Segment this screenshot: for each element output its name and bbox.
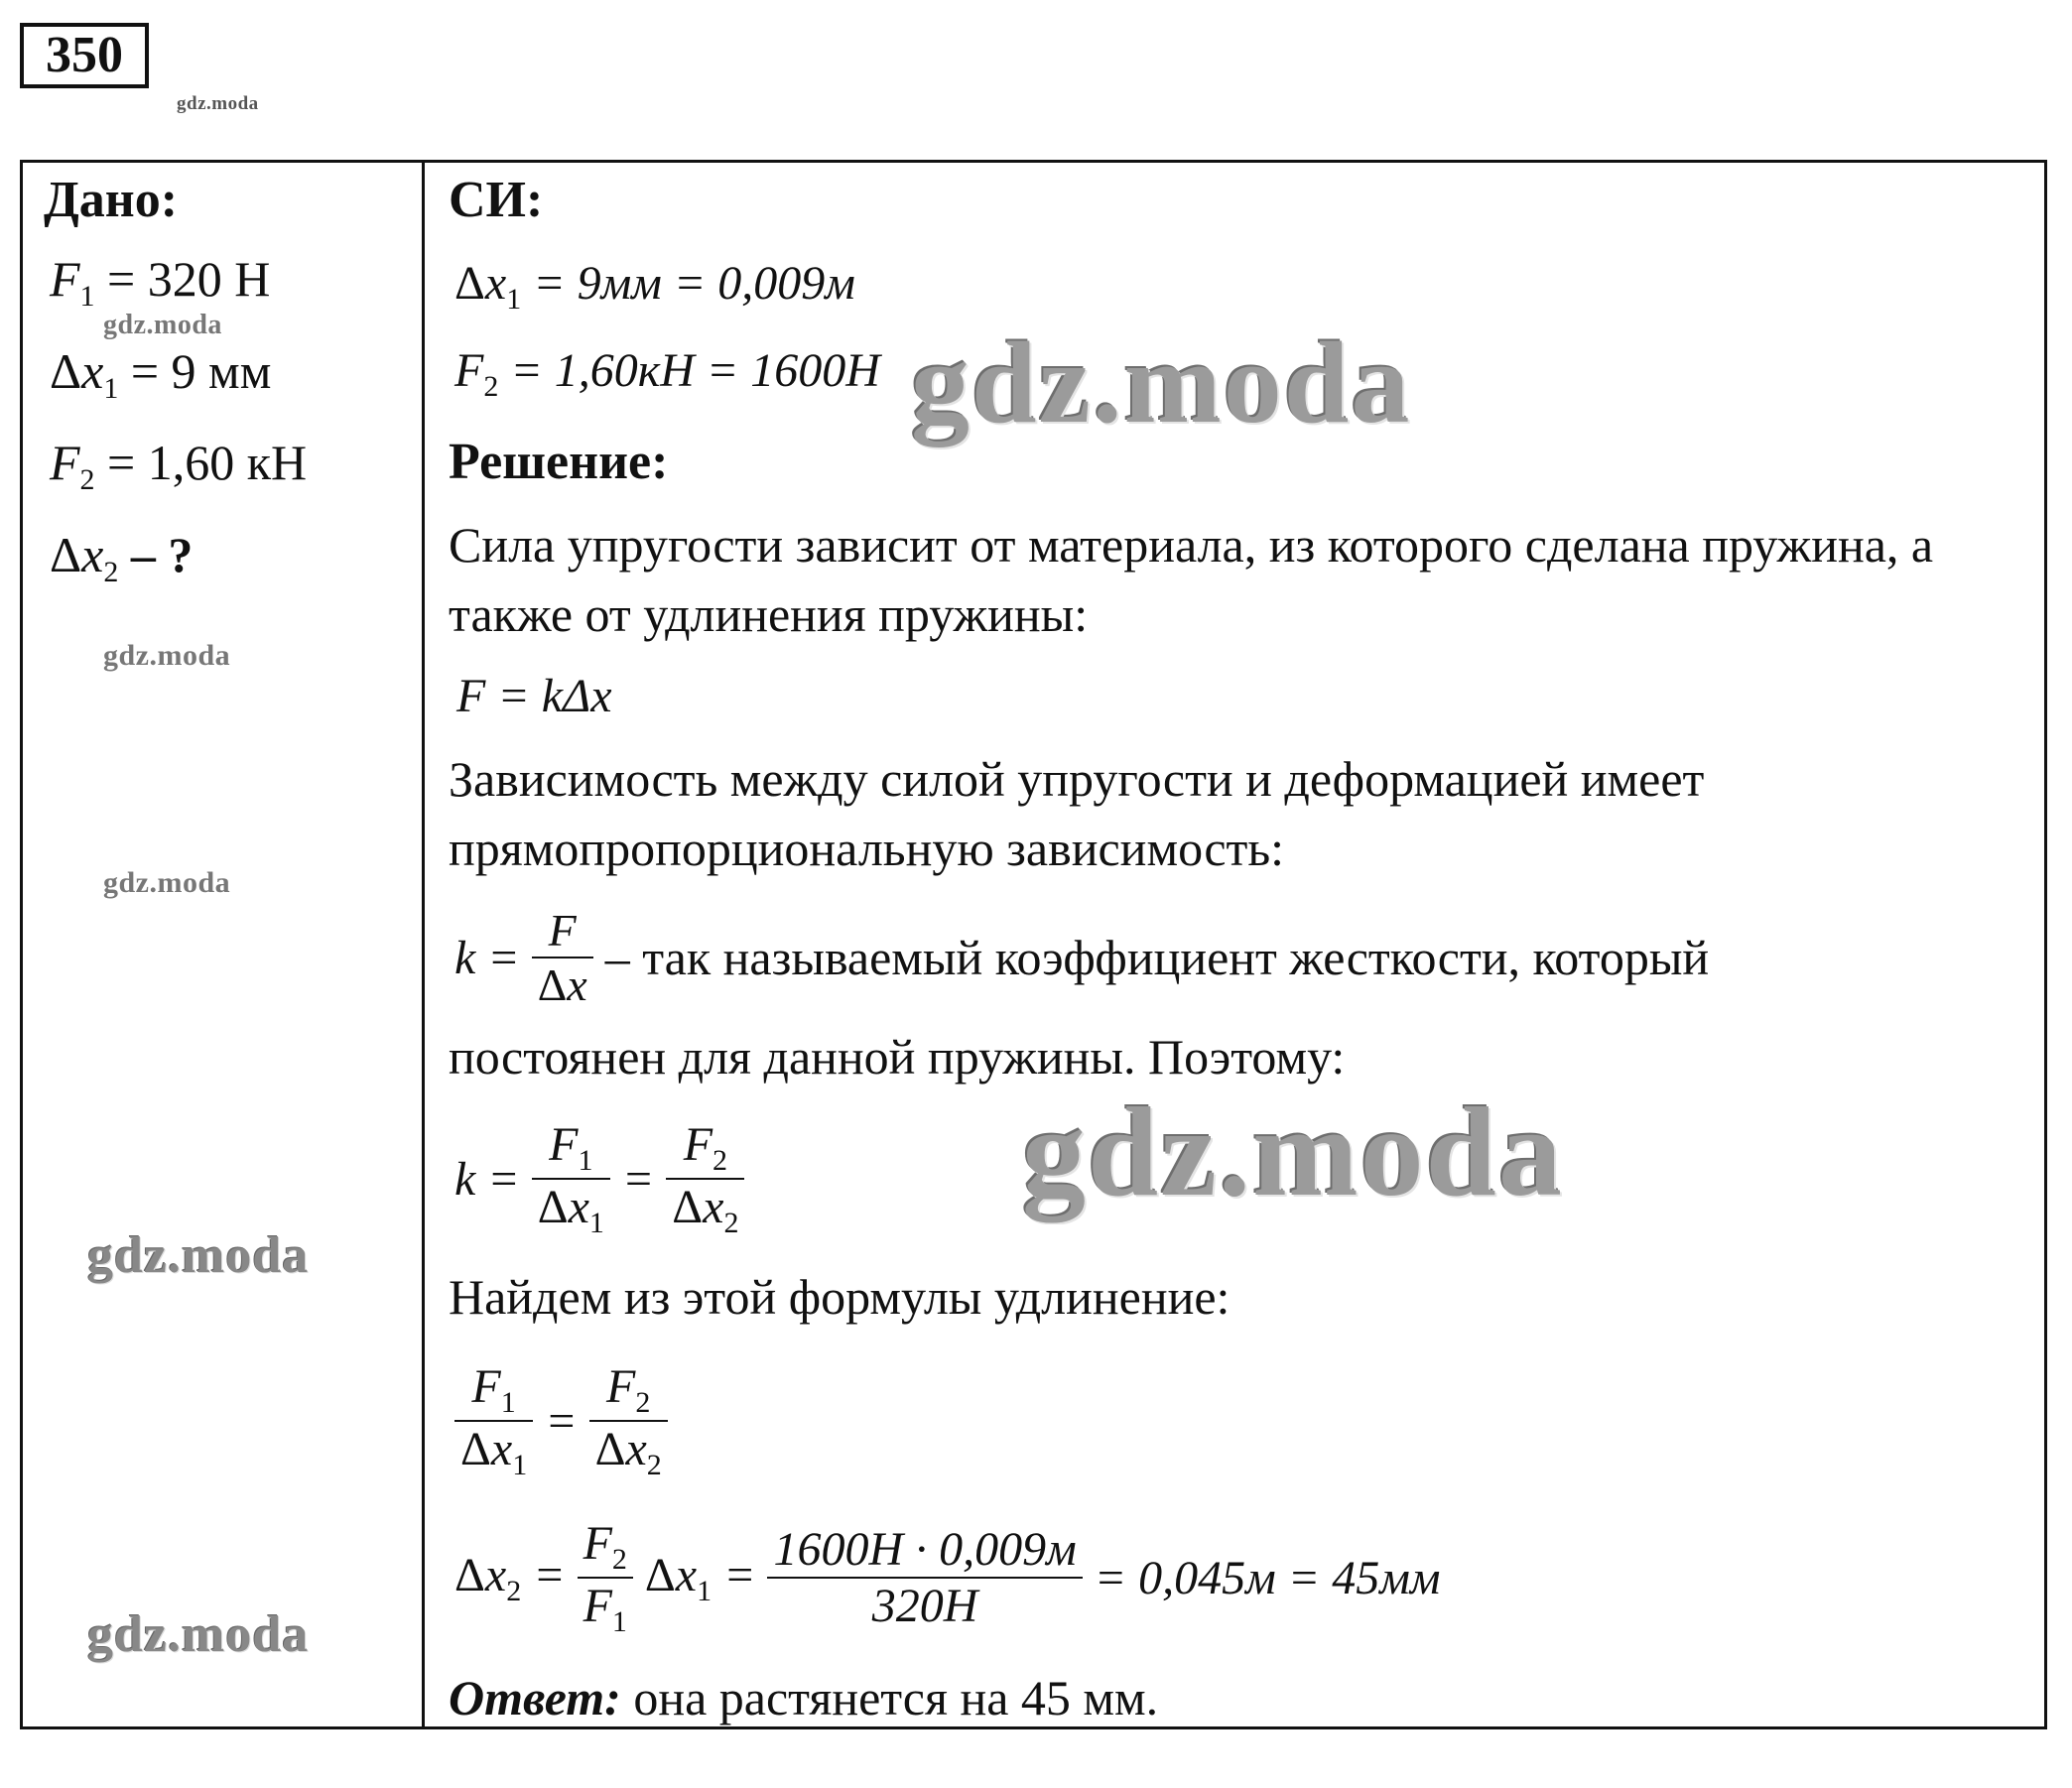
watermark: gdz.moda — [911, 318, 1412, 447]
solution-paragraph-1: Сила упругости зависит от материала, из которого сделана пружина, а также от удлинения пружины: — [449, 517, 1934, 642]
watermark: gdz.moda — [103, 310, 222, 340]
problem-number: 350 — [20, 23, 149, 88]
watermark: gdz.moda — [177, 93, 259, 114]
watermark: gdz.moda — [1022, 1082, 1564, 1222]
formula-calculation: $\Delta x_2$ = $\frac{F_2}{F_1}$ $\Delta x_1$ = $\frac{1600Н \cdot 0,009м}{320Н}$ = 0,045м = 45мм — [454, 1517, 1441, 1638]
watermark: gdz.moda — [103, 639, 231, 672]
watermark: gdz.moda — [103, 866, 231, 899]
given-f1: $F_1 = 320$ Н — [50, 251, 271, 313]
solution-title: Решение: — [449, 434, 669, 490]
formula-hooke: F = kΔx — [456, 670, 612, 722]
watermark: gdz.moda — [87, 1227, 310, 1284]
solution-paragraph-2: Зависимость между силой упругости и деформацией имеет прямопропорциональную зависимость: — [449, 751, 1705, 876]
given-title: Дано: — [44, 172, 179, 228]
formula-proportion: $\frac{F_1}{\Delta x_1}$ = $\frac{F_2}{\Delta x_2}$ — [454, 1351, 668, 1490]
solution-paragraph-5: Найдем из этой формулы удлинение: — [449, 1269, 1230, 1325]
solution-paragraph-4: постоянен для данной пружины. Поэтому: — [449, 1029, 1346, 1085]
given-dx2-unknown: $\Delta x_2$ – ? — [50, 527, 194, 588]
si-title: СИ: — [449, 172, 544, 228]
given-dx1: $\Delta x_1 = 9$ мм — [50, 343, 272, 405]
answer: Ответ: она растянется на 45 мм. — [449, 1670, 1159, 1725]
column-divider — [422, 160, 425, 1729]
given-f2: $F_2 = 1,60$ кН — [50, 435, 308, 496]
formula-k-definition: k = $\frac{F}{\Delta x}$ – так называемый коэффициент жесткости, который — [454, 905, 1710, 1010]
si-dx1: $\Delta x_1 = 9мм = 0,009м$ — [454, 257, 855, 316]
watermark: gdz.moda — [87, 1606, 310, 1663]
si-f2: $F_2 = 1,60кН = 1600Н$ — [454, 344, 880, 403]
formula-k-ratio: k = $\frac{F_1}{\Delta x_1}$ = $\frac{F_2}{\Delta x_2}$ — [454, 1109, 744, 1248]
